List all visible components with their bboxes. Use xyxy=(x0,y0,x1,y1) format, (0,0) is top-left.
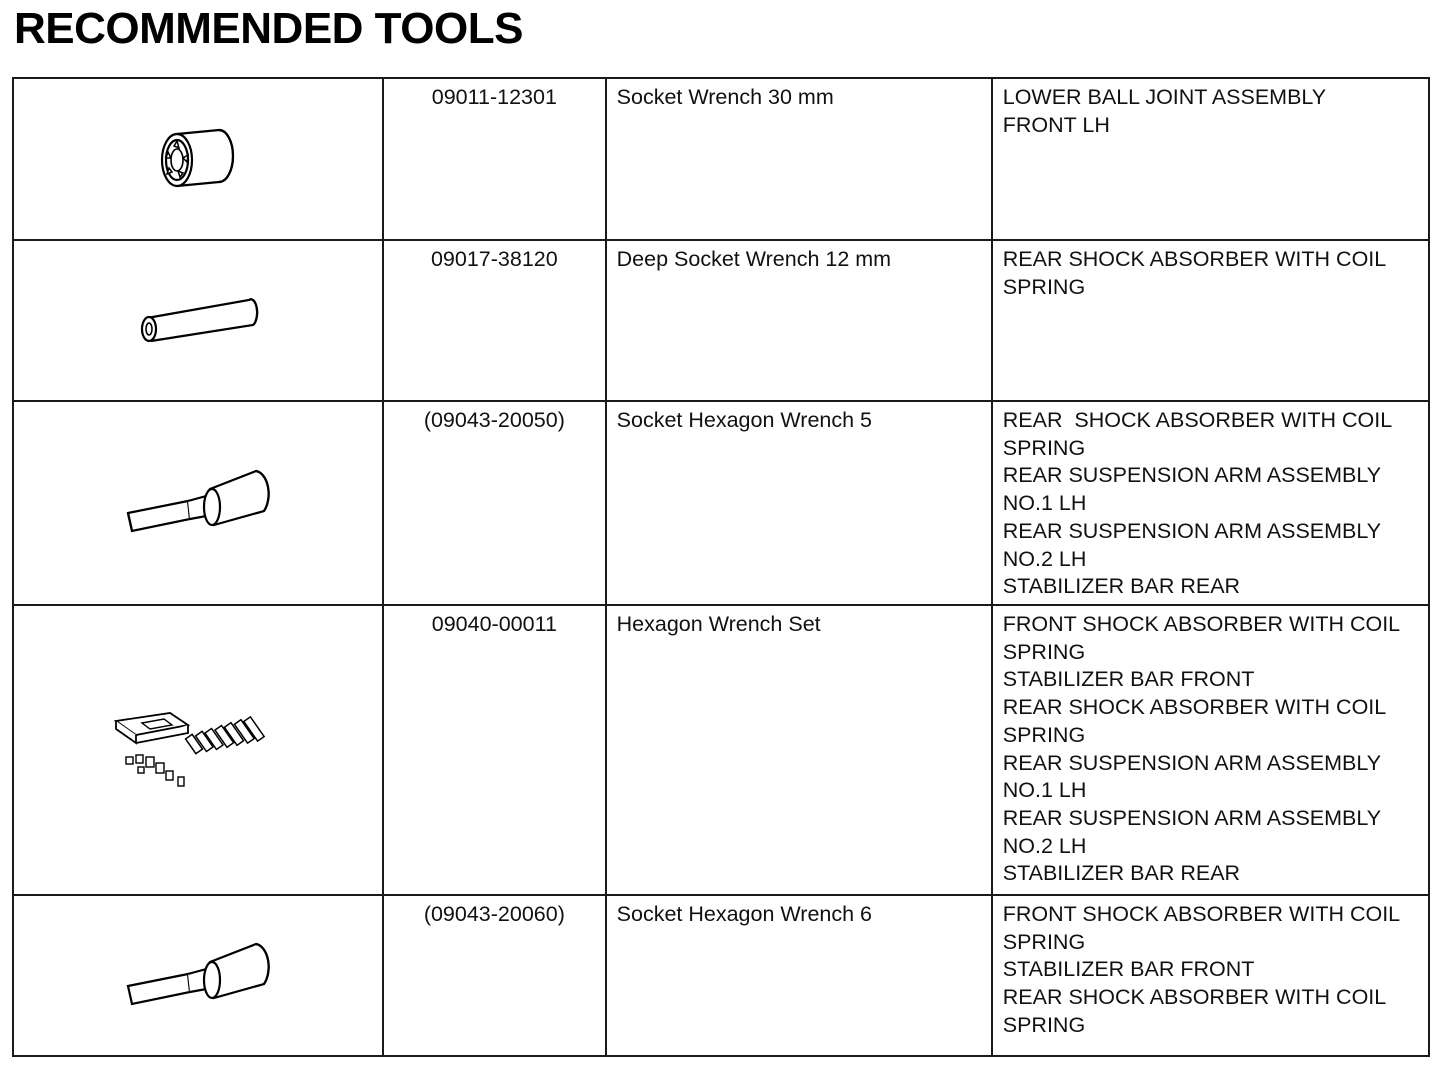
part-number: (09043-20060) xyxy=(423,902,565,926)
usage-line: NO.2 LH xyxy=(1002,546,1087,571)
usage-line: STABILIZER BAR REAR xyxy=(1002,574,1241,599)
usage-line: LOWER BALL JOINT ASSEMBLY xyxy=(1002,85,1327,109)
tool-name-cell xyxy=(606,401,992,605)
usage-line: STABILIZER BAR REAR xyxy=(1002,861,1241,886)
usage-line: SPRING xyxy=(1002,274,1086,299)
page-title: RECOMMENDED TOOLS xyxy=(14,4,523,53)
tool-row xyxy=(13,401,1429,605)
usage-line: SPRING xyxy=(1002,435,1086,460)
usage-line: FRONT LH xyxy=(1002,112,1110,137)
usage-line: REAR SUSPENSION ARM ASSEMBLY xyxy=(1002,518,1382,543)
usage-cell xyxy=(992,78,1429,240)
tool-illustration-cell xyxy=(13,240,383,401)
part-number-cell xyxy=(383,78,606,240)
usage-line: NO.1 LH xyxy=(1002,778,1087,803)
tool-illustration-cell xyxy=(13,895,383,1056)
usage-line: REAR SHOCK ABSORBER WITH COIL xyxy=(1002,247,1387,271)
usage-cell xyxy=(992,240,1429,401)
tool-name: Hexagon Wrench Set xyxy=(616,612,821,636)
tool-illustration-cell xyxy=(13,401,383,605)
socket-hexagon-wrench-5-icon xyxy=(14,463,382,543)
tool-name: Deep Socket Wrench 12 mm xyxy=(616,247,892,271)
tool-name: Socket Hexagon Wrench 6 xyxy=(616,902,873,926)
part-number: 09017-38120 xyxy=(430,247,558,271)
part-number: (09043-20050) xyxy=(423,408,565,432)
recommended-tools-table xyxy=(12,77,1430,1057)
usage-line: SPRING xyxy=(1002,639,1086,664)
part-number-cell xyxy=(383,401,606,605)
usage-line: REAR SHOCK ABSORBER WITH COIL xyxy=(1002,408,1393,432)
usage-line: REAR SUSPENSION ARM ASSEMBLY xyxy=(1002,463,1382,488)
usage-line: STABILIZER BAR FRONT xyxy=(1002,667,1255,692)
hexagon-wrench-set-icon xyxy=(14,705,382,795)
usage-line: FRONT SHOCK ABSORBER WITH COIL xyxy=(1002,612,1401,636)
tool-row xyxy=(13,605,1429,895)
usage-line: REAR SUSPENSION ARM ASSEMBLY xyxy=(1002,805,1382,830)
part-number-cell xyxy=(383,895,606,1056)
tool-name: Socket Hexagon Wrench 5 xyxy=(616,408,873,432)
usage-line: SPRING xyxy=(1002,1012,1086,1037)
tool-name-cell xyxy=(606,240,992,401)
part-number-cell xyxy=(383,240,606,401)
usage-line: SPRING xyxy=(1002,722,1086,747)
usage-cell xyxy=(992,401,1429,605)
usage-cell xyxy=(992,605,1429,895)
usage-line: REAR SHOCK ABSORBER WITH COIL xyxy=(1002,985,1387,1010)
tool-name-cell xyxy=(606,895,992,1056)
part-number: 09040-00011 xyxy=(431,612,557,636)
usage-line: NO.2 LH xyxy=(1002,833,1087,858)
usage-line: NO.1 LH xyxy=(1002,491,1087,516)
deep-socket-wrench-icon xyxy=(14,291,382,351)
usage-line: REAR SHOCK ABSORBER WITH COIL xyxy=(1002,695,1387,720)
usage-cell xyxy=(992,895,1429,1056)
tool-name: Socket Wrench 30 mm xyxy=(616,85,834,109)
tool-row xyxy=(13,895,1429,1056)
usage-line: REAR SUSPENSION ARM ASSEMBLY xyxy=(1002,750,1382,775)
tool-row xyxy=(13,240,1429,401)
tool-illustration-cell xyxy=(13,78,383,240)
tool-name-cell xyxy=(606,78,992,240)
socket-wrench-30mm-icon xyxy=(14,124,382,194)
tool-row xyxy=(13,78,1429,240)
part-number: 09011-12301 xyxy=(431,85,557,109)
usage-line: SPRING xyxy=(1002,929,1086,954)
usage-line: STABILIZER BAR FRONT xyxy=(1002,957,1255,982)
usage-line: FRONT SHOCK ABSORBER WITH COIL xyxy=(1002,902,1401,926)
tool-name-cell xyxy=(606,605,992,895)
tool-illustration-cell xyxy=(13,605,383,895)
part-number-cell xyxy=(383,605,606,895)
socket-hexagon-wrench-6-icon xyxy=(14,936,382,1016)
